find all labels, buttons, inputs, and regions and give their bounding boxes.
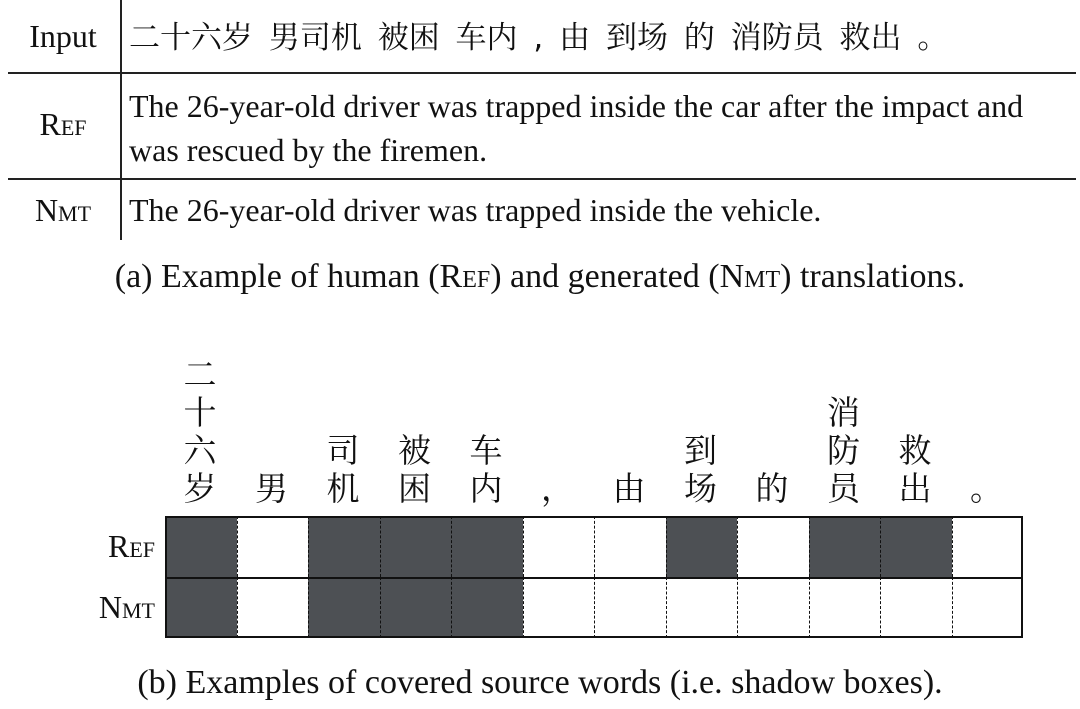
source-word-char: 男: [255, 469, 288, 508]
uncovered-cell: [523, 516, 595, 577]
source-word-char: ，: [541, 469, 574, 508]
uncovered-cell: [952, 577, 1024, 638]
source-word-char: 六: [183, 431, 217, 470]
source-word-char: 员: [827, 469, 860, 508]
source-word-header: [237, 470, 307, 508]
covered-cell: [308, 516, 380, 577]
caption-system-name: Nmt: [719, 258, 781, 295]
coverage-row-label: Ref: [107, 528, 155, 564]
source-word-header: [523, 470, 593, 508]
source-word-header: [165, 356, 235, 508]
covered-cell: [451, 516, 523, 577]
caption-fragment: ) translations.: [780, 258, 966, 295]
uncovered-cell: [737, 577, 809, 638]
caption-b: [0, 664, 1080, 702]
source-word-char: 车: [469, 431, 503, 470]
source-word-header: [880, 432, 950, 508]
coverage-row-label: Nmt: [98, 589, 155, 625]
table-column-divider: [120, 0, 122, 240]
nmt-translation: The 26-year-old driver was trapped inside the vehicle.: [129, 192, 822, 228]
source-word-char: 到: [684, 431, 717, 470]
uncovered-cell: [880, 577, 952, 638]
source-word-header: [737, 470, 807, 508]
uncovered-cell: [594, 516, 666, 577]
uncovered-cell: [237, 577, 309, 638]
translation-table: [8, 0, 1080, 240]
input-sentence: 二十六岁 男司机 被困 车内 , 由 到场 的 消防员 救出 。: [129, 20, 949, 56]
covered-cell: [380, 577, 452, 638]
covered-cell: [165, 577, 237, 638]
source-word-header: [666, 432, 736, 508]
source-word-char: 被: [398, 431, 431, 470]
caption-system-name: Ref: [439, 258, 491, 295]
caption-fragment: (a) Example of human (: [114, 258, 440, 295]
covered-cell: [880, 516, 952, 577]
uncovered-cell: [737, 516, 809, 577]
uncovered-cell: [809, 577, 881, 638]
source-word-header: [809, 394, 879, 508]
source-word-char: 内: [469, 469, 503, 508]
source-word-char: 由: [612, 469, 646, 508]
source-word-char: 救: [898, 431, 932, 470]
source-word-char: 消: [827, 393, 860, 432]
covered-cell: [380, 516, 452, 577]
source-word-header: [952, 470, 1022, 508]
caption-a: [0, 258, 1080, 296]
table-rule: [8, 72, 1076, 74]
source-word-char: 的: [755, 469, 789, 508]
caption-a-text: [115, 258, 965, 295]
source-word-char: 。: [970, 469, 1003, 508]
source-word-char: 出: [898, 469, 932, 508]
row-label-input: Input: [29, 18, 97, 54]
source-word-header: [380, 432, 450, 508]
covered-cell: [308, 577, 380, 638]
uncovered-cell: [523, 577, 595, 638]
caption-fragment: ) and generated (: [490, 258, 720, 295]
covered-cell: [666, 516, 738, 577]
uncovered-cell: [952, 516, 1024, 577]
source-word-char: 困: [398, 469, 431, 508]
table-rule: [8, 178, 1076, 180]
source-word-header: [308, 432, 378, 508]
source-word-char: 二: [183, 355, 217, 394]
source-word-char: 防: [827, 431, 860, 470]
row-label-ref: Ref: [39, 106, 87, 142]
source-word-char: 岁: [183, 469, 217, 508]
ref-translation: The 26-year-old driver was trapped inside the car after the impact and was rescued by the firemen.: [129, 88, 1024, 168]
source-word-char: 场: [684, 469, 717, 508]
source-word-header: [451, 432, 521, 508]
uncovered-cell: [594, 577, 666, 638]
covered-cell: [165, 516, 237, 577]
uncovered-cell: [237, 516, 309, 577]
source-word-char: 司: [326, 431, 360, 470]
uncovered-cell: [666, 577, 738, 638]
covered-cell: [451, 577, 523, 638]
covered-cell: [809, 516, 881, 577]
source-word-char: 机: [326, 469, 360, 508]
source-word-header: [594, 470, 664, 508]
caption-b-text: (b) Examples of covered source words (i.e. shadow boxes).: [137, 664, 943, 701]
source-word-char: 十: [183, 393, 217, 432]
row-label-nmt: Nmt: [34, 192, 92, 228]
coverage-grid: [0, 340, 1080, 660]
